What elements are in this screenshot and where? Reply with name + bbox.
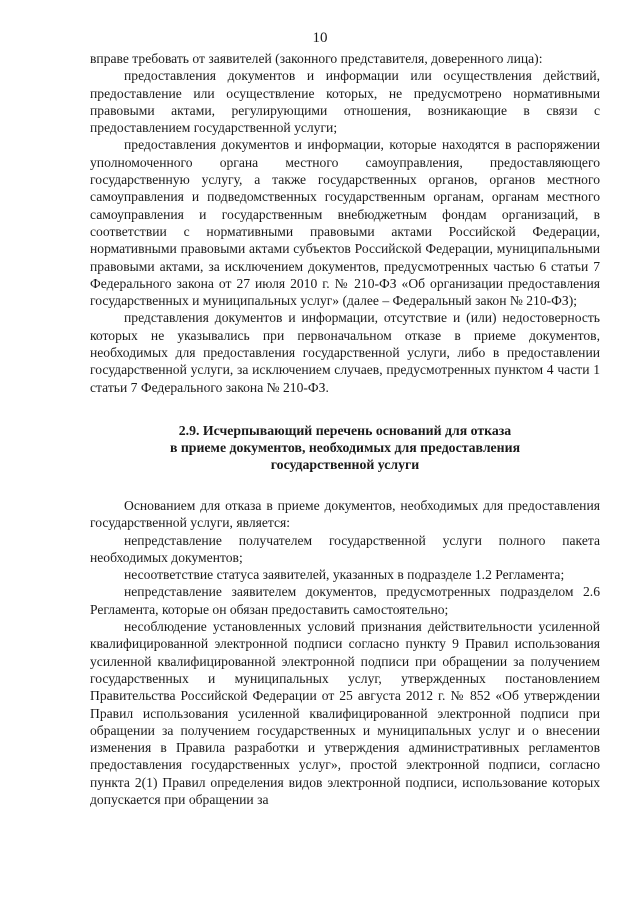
paragraph: представления документов и информации, отсутствие и (или) недостоверность которых не указывались при первоначальном отказе в приеме документов, необходимых для предоставления государственной услуги, либо в предоставлении государственной услуги, за исключением случаев, предусмотренных пунктом 4 части 1 статьи 7 Федерального закона № 210-ФЗ. [90, 310, 600, 395]
page-number: 10 [312, 30, 328, 46]
paragraph: несоответствие статуса заявителей, указанных в подразделе 1.2 Регламента; [124, 567, 565, 583]
paragraph: несоблюдение установленных условий признания действительности усиленной квалифицированной электронной подписи согласно пункту 9 Правил использования усиленной квалифицированной электронной подписи при обращении за получением государственных и муниципальных услуг, утвержденных постановлением Правительства Российской Федерации от 25 августа 2012 г. № 852 «Об утверждении Правил использования усиленной квалифицированной электронной подписи при обращении за получением государственных и муниципальных услуг и о внесении изменения в Правила разработки и утверждения административных регламентов предоставления государственных услуг», простой электронной подписи, согласно пункта 2(1) Правил определения видов электронной подписи, использование которых допускается при обращении за [90, 619, 600, 807]
paragraph: предоставления документов и информации или осуществления действий, предоставление или осуществление которых, не предусмотрено нормативными правовыми актами, регулирующими отношения, возникающие в связи с предоставлением государственной услуги; [90, 68, 600, 136]
document-body [90, 50, 600, 808]
section-heading-line: государственной услуги [270, 456, 420, 472]
paragraph: Основанием для отказа в приеме документов, необходимых для предоставления государственной услуги, является: [90, 497, 600, 531]
section-heading-line: в приеме документов, необходимых для предоставления [169, 439, 521, 455]
paragraph: непредставление получателем государственной услуги полного пакета необходимых документов; [90, 532, 600, 565]
paragraph: вправе требовать от заявителей (законного представителя, доверенного лица): [90, 51, 543, 66]
paragraph: непредставление заявителем документов, предусмотренных подразделом 2.6 Регламента, которые он обязан предоставить самостоятельно; [90, 584, 600, 617]
section-heading [90, 422, 600, 473]
section-heading-line: 2.9. Исчерпывающий перечень оснований для отказа [178, 422, 512, 438]
paragraph: предоставления документов и информации, которые находятся в распоряжении уполномоченного органа местного самоуправления, предоставляющего государственную услугу, а также государственных органов, органов местного самоуправления и подведомственных государственным органам, органам местного самоуправления и государственным внебюджетным фондам организаций, в соответствии с нормативными правовыми актами Российской Федерации, нормативными правовыми актами субъектов Российской Федерации, муниципальными правовыми актами, за исключением документов, предусмотренных частью 6 статьи 7 Федерального закона от 27 июля 2010 г. № 210-ФЗ «Об организации предоставления государственных и муниципальных услуг» (далее – Федеральный закон № 210-ФЗ); [90, 137, 600, 309]
